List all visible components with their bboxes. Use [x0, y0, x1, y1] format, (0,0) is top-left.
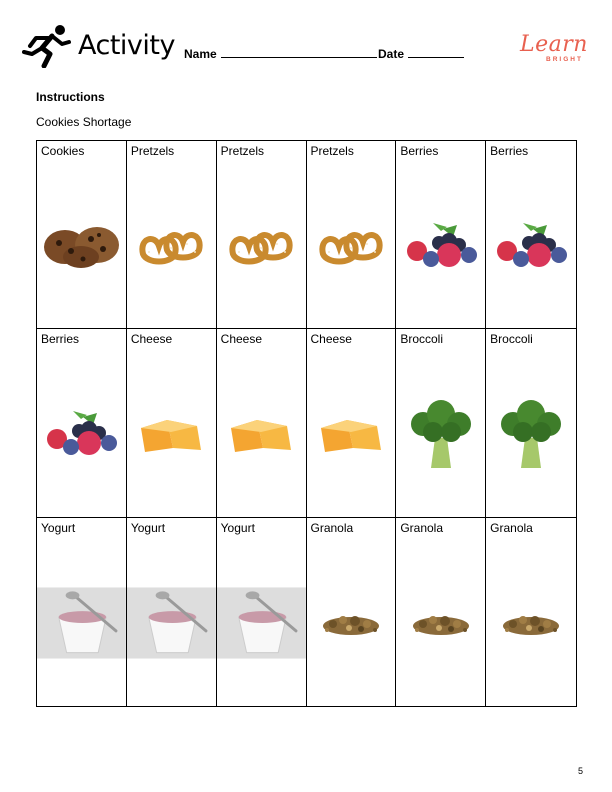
food-card	[37, 518, 127, 706]
food-card	[307, 518, 397, 706]
food-card-label: Broccoli	[400, 332, 444, 347]
food-card	[486, 518, 576, 706]
food-card-label: Pretzels	[220, 144, 265, 158]
instructions-text: Cookies Shortage	[36, 115, 132, 129]
food-card	[307, 141, 397, 329]
berries-icon	[486, 196, 576, 296]
name-blank-line[interactable]	[221, 46, 377, 58]
cheese-icon	[307, 384, 396, 484]
food-card	[127, 141, 217, 329]
food-card-label: Broccoli	[490, 332, 533, 347]
food-card-label: Yogurt	[130, 520, 166, 535]
date-field[interactable]	[378, 46, 464, 61]
food-card-label: Cheese	[310, 332, 352, 347]
food-card-label: Granola	[310, 520, 354, 535]
pretzels-icon	[307, 196, 396, 296]
food-card	[127, 518, 217, 706]
broccoli-icon	[486, 384, 576, 484]
activity-title: Activity	[78, 30, 175, 61]
granola-icon	[396, 573, 485, 673]
granola-icon	[307, 573, 396, 673]
learn-bright-logo	[520, 32, 592, 68]
instructions-heading: Instructions	[36, 90, 105, 104]
food-card	[396, 329, 486, 517]
food-card-label: Granola	[490, 520, 533, 535]
food-card-grid	[36, 140, 577, 707]
food-card	[396, 141, 486, 329]
food-card-label: Cheese	[220, 332, 263, 347]
name-field[interactable]	[184, 46, 377, 61]
food-card	[307, 329, 397, 517]
food-card-label: Yogurt	[220, 520, 255, 535]
berries-icon	[396, 196, 485, 296]
berries-icon	[37, 384, 126, 484]
food-card-label: Berries	[400, 144, 439, 158]
food-card	[127, 329, 217, 517]
yogurt-icon	[37, 573, 126, 673]
yogurt-icon	[217, 573, 306, 673]
date-label: Date	[378, 47, 405, 61]
broccoli-icon	[396, 384, 485, 484]
food-card	[217, 518, 307, 706]
food-card	[217, 141, 307, 329]
food-card	[486, 141, 576, 329]
food-card-label: Berries	[41, 332, 80, 347]
food-card	[486, 329, 576, 517]
pretzels-icon	[127, 196, 216, 296]
food-card	[217, 329, 307, 517]
food-card	[37, 329, 127, 517]
food-card-label: Granola	[400, 520, 444, 535]
granola-icon	[486, 573, 576, 673]
cheese-icon	[217, 384, 306, 484]
food-card-label: Cheese	[130, 332, 173, 347]
pretzels-icon	[217, 196, 306, 296]
food-card	[396, 518, 486, 706]
food-card-label: Pretzels	[130, 144, 175, 158]
cookies-icon	[37, 196, 126, 296]
food-card-label: Pretzels	[310, 144, 354, 158]
logo-subtext: BRIGHT	[546, 56, 583, 63]
food-card-label: Yogurt	[41, 520, 76, 535]
cheese-icon	[127, 384, 216, 484]
worksheet-header	[0, 0, 612, 80]
date-blank-line[interactable]	[408, 46, 464, 58]
food-card-label: Berries	[490, 144, 529, 158]
page-number: 5	[578, 766, 584, 776]
logo-text: Learn	[520, 32, 588, 57]
name-label: Name	[184, 47, 217, 61]
yogurt-icon	[127, 573, 216, 673]
food-card	[37, 141, 127, 329]
runner-icon	[22, 24, 72, 68]
food-card-label: Cookies	[41, 144, 85, 158]
